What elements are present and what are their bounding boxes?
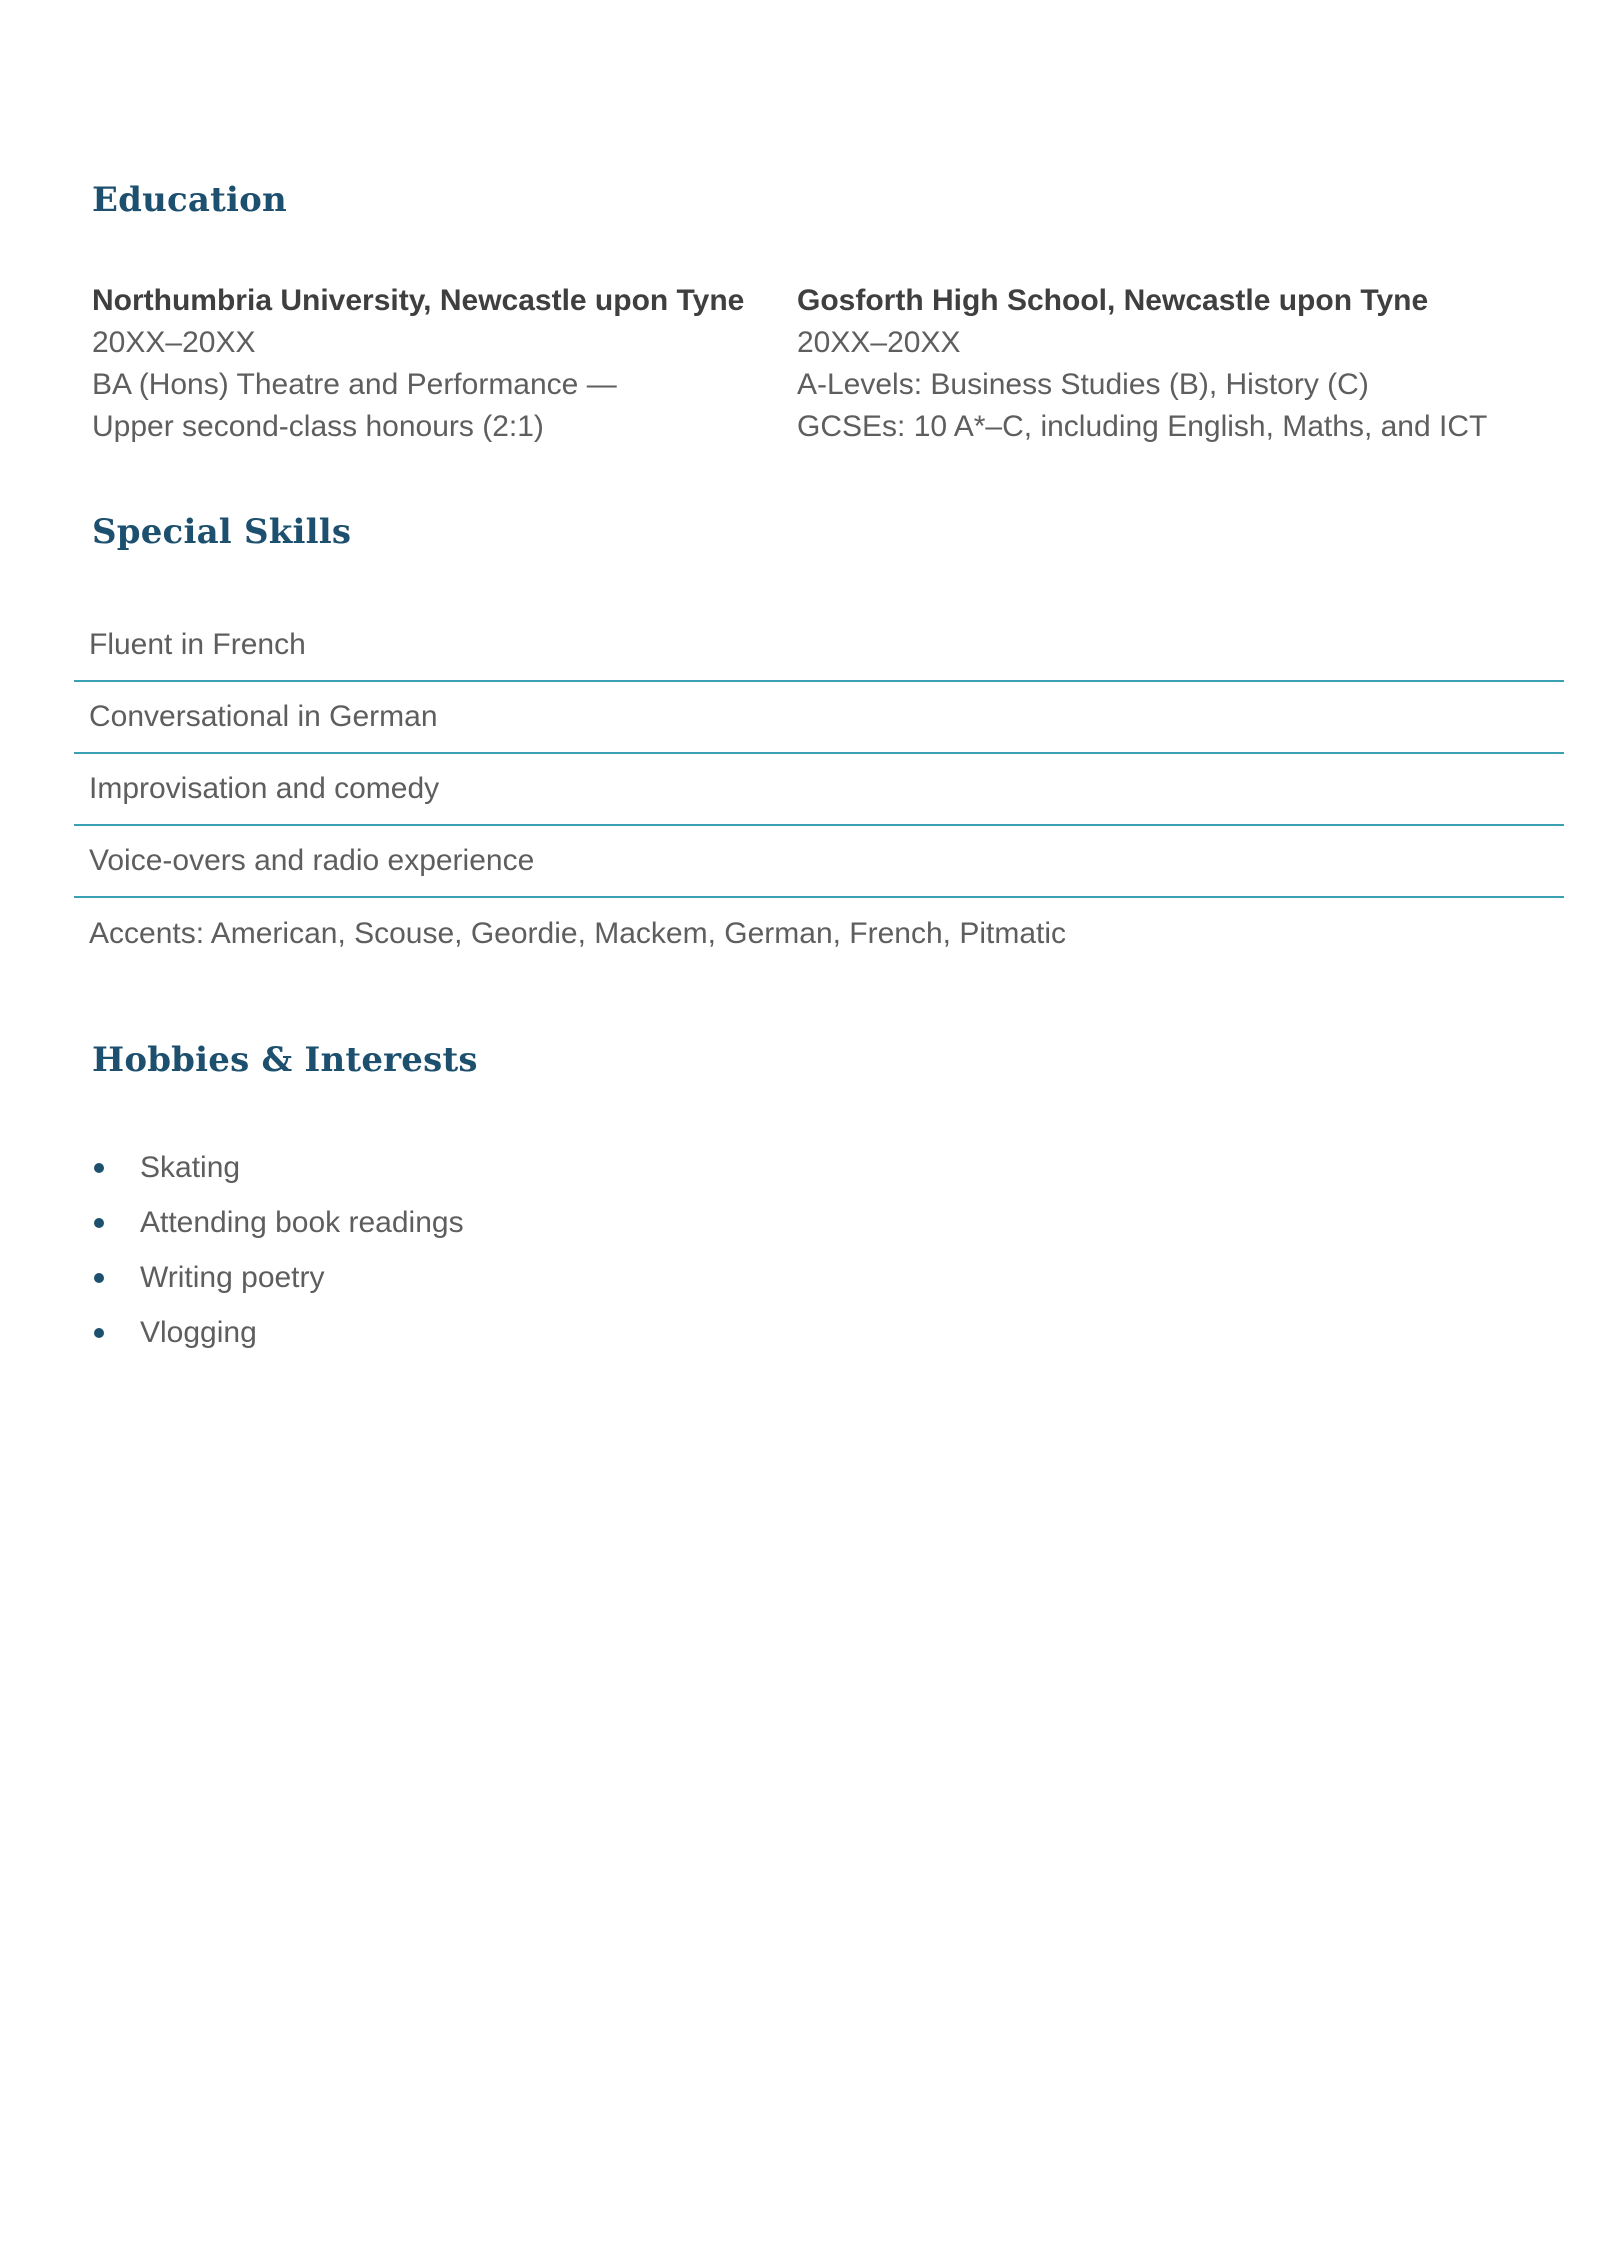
bullet-icon [94,1163,104,1173]
hobby-label: Writing poetry [140,1260,325,1294]
education-years: 20XX–20XX [797,326,961,359]
special-skills-heading: Special Skills [92,512,352,552]
education-entry-northumbria [92,280,792,448]
education-entry-gosforth [797,280,1557,448]
hobby-label: Skating [140,1150,241,1184]
skill-item: Accents: American, Scouse, Geordie, Mackem, German, French, Pitmatic [89,917,1067,950]
bullet-icon [94,1218,104,1228]
bullet-icon [94,1328,104,1338]
skill-item: Conversational in German [74,682,1564,754]
hobby-item [92,1250,464,1305]
hobby-item [92,1195,464,1250]
hobbies-list [92,1140,464,1360]
education-detail: Upper second-class honours (2:1) [92,410,544,443]
education-detail: BA (Hons) Theatre and Performance — [92,368,617,401]
hobbies-heading: Hobbies & Interests [92,1040,478,1080]
hobby-item [92,1305,464,1360]
hobby-label: Vlogging [140,1315,257,1349]
hobby-item [92,1140,464,1195]
education-detail: GCSEs: 10 A*–C, including English, Maths, and ICT [797,410,1488,443]
education-detail: A-Levels: Business Studies (B), History (C) [797,368,1369,401]
skill-item: Fluent in French [74,610,1564,682]
education-years: 20XX–20XX [92,326,256,359]
education-school: Gosforth High School, Newcastle upon Tyne [797,284,1429,317]
skills-list [74,610,1564,970]
education-heading: Education [92,180,287,220]
skill-item: Improvisation and comedy [74,754,1564,826]
education-school: Northumbria University, Newcastle upon Tyne [92,284,745,317]
bullet-icon [94,1273,104,1283]
skill-item: Voice-overs and radio experience [74,826,1564,898]
hobby-label: Attending book readings [140,1205,464,1239]
